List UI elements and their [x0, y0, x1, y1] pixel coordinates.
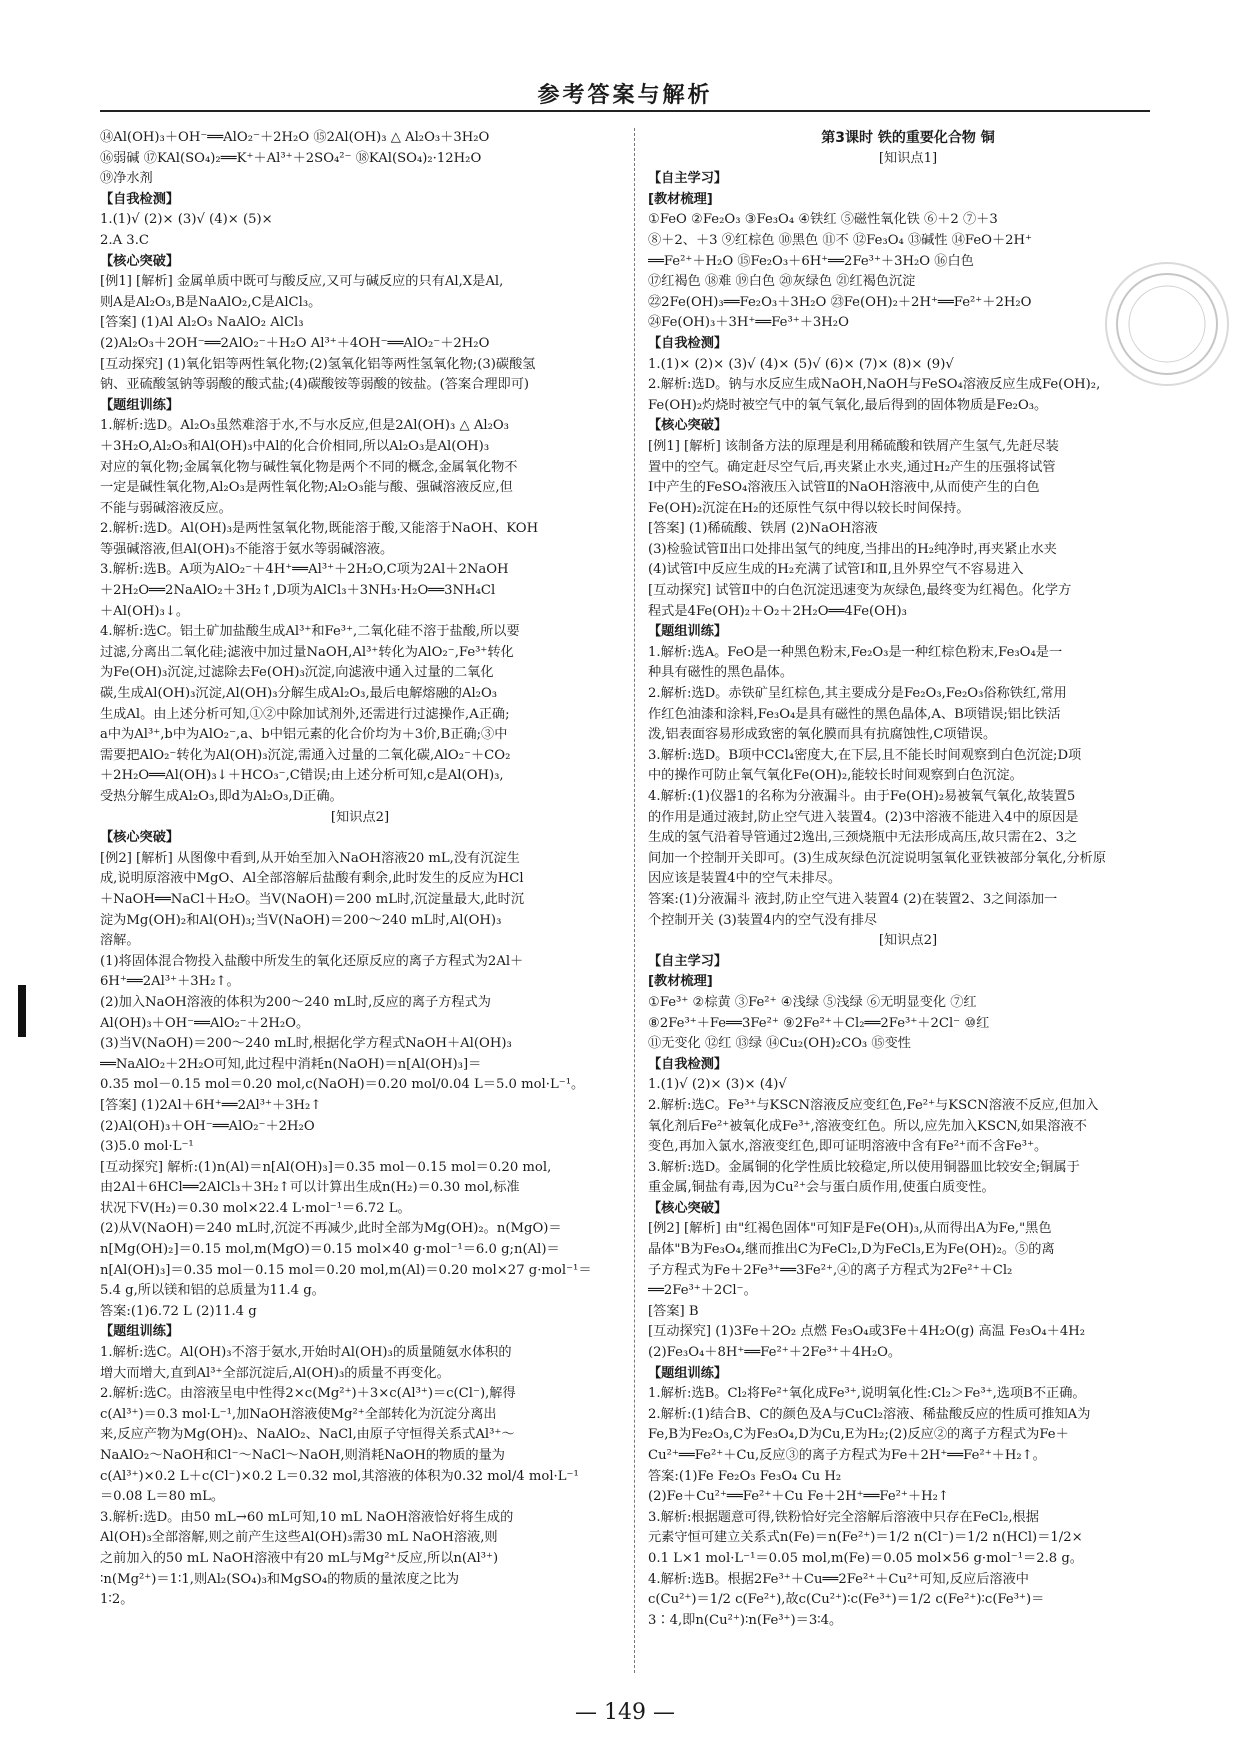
right-column-line: 【自主学习】 — [648, 953, 728, 969]
left-column-line: 需要把AlO₂⁻转化为Al(OH)₃沉淀,需通入过量的二氧化碳,AlO₂⁻＋CO₂ — [100, 747, 511, 763]
left-column-line: 对应的氧化物;金属氧化物与碱性氧化物是两个不同的概念,金属氧化物不 — [100, 459, 518, 475]
right-column-line: 2.解析:选D。赤铁矿呈红棕色,其主要成分是Fe₂O₃,Fe₂O₃俗称铁红,常用 — [648, 686, 1067, 702]
left-column-line: ∶n(Mg²⁺)＝1∶1,则Al₂(SO₄)₃和MgSO₄的物质的量浓度之比为 — [100, 1571, 460, 1587]
right-column-line: 答案:(1)Fe Fe₂O₃ Fe₃O₄ Cu H₂ — [648, 1468, 842, 1484]
right-column-line: 种具有磁性的黑色晶体。 — [648, 665, 794, 681]
left-column-line: 1.解析:选D。Al₂O₃虽然难溶于水,不与水反应,但是2Al(OH)₃ △ Al₂O₃ — [100, 418, 509, 434]
right-column-line: 个控制开关 (3)装置4内的空气没有排尽 — [648, 912, 878, 928]
left-column-line: [答案] (1)Al Al₂O₃ NaAlO₂ AlCl₃ — [100, 315, 304, 331]
right-column-line: 2.解析:选C。Fe³⁺与KSCN溶液反应变红色,Fe²⁺与KSCN溶液不反应,但加入 — [648, 1097, 1099, 1113]
left-column-line: 等强碱溶液,但Al(OH)₃不能溶于氨水等弱碱溶液。 — [100, 541, 394, 557]
left-column-line: 淀为Mg(OH)₂和Al(OH)₃;当V(NaOH)＝200～240 mL时,Al(OH)₃ — [100, 912, 502, 928]
right-column — [648, 128, 1168, 1631]
right-column-line: (3)检验试管Ⅱ出口处排出氢气的纯度,当排出的H₂纯净时,再夹紧止水夹 — [648, 541, 1057, 557]
right-column-line: 的作用是通过液封,防止空气进入装置4。(2)3中溶液不能进入4中的原因是 — [648, 809, 1079, 825]
left-column-line: (3)5.0 mol·L⁻¹ — [100, 1139, 194, 1155]
right-column-line: [答案] B — [648, 1303, 699, 1319]
right-column-line: 【自主学习】 — [648, 171, 728, 187]
right-column-line: 1.(1)× (2)× (3)√ (4)× (5)√ (6)× (7)× (8)× (9)√ — [648, 356, 954, 372]
left-column-line: Al(OH)₃全部溶解,则之前产生这些Al(OH)₃需30 mL NaOH溶液,则 — [100, 1530, 498, 1546]
right-column-line: [知识点2] — [878, 933, 938, 949]
right-column-line: 1.解析:选B。Cl₂将Fe²⁺氧化成Fe³⁺,说明氧化性:Cl₂＞Fe³⁺,选项B不正确。 — [648, 1386, 1086, 1402]
left-column-line: ⑲净水剂 — [100, 171, 153, 187]
watermark-stamp-icon — [1105, 262, 1229, 386]
right-column-line: 4.解析:(1)仪器1的名称为分液漏斗。由于Fe(OH)₂易被氧气氧化,故装置5 — [648, 789, 1076, 804]
right-column-line: ══2Fe³⁺＋2Cl⁻。 — [648, 1283, 757, 1299]
right-column-line: [知识点1] — [878, 150, 938, 166]
left-column-line: 2.解析:选D。Al(OH)₃是两性氢氧化物,既能溶于酸,又能溶于NaOH、KOH — [100, 521, 539, 537]
right-column-line: 生成的氢气沿着导管通过2逸出,三颈烧瓶中无法形成高压,故只需在2、3之 — [648, 830, 1078, 846]
right-column-line: 3∶4,即n(Cu²⁺)∶n(Fe³⁺)＝3∶4。 — [648, 1612, 843, 1628]
left-column-line: n[Al(OH)₃]＝0.35 mol－0.15 mol＝0.20 mol,m(Al)＝0.20 mol×27 g·mol⁻¹＝ — [100, 1262, 592, 1278]
right-column-line: (2)Fe₃O₄＋8H⁺══Fe²⁺＋2Fe³⁺＋4H₂O。 — [648, 1345, 902, 1361]
left-column-line: ⑯弱碱 ⑰KAl(SO₄)₂══K⁺＋Al³⁺＋2SO₄²⁻ ⑱KAl(SO₄)₂·12H₂O — [100, 150, 482, 166]
right-column-line: Fe,B为Fe₂O₃,C为Fe₃O₄,D为Cu,E为H₂;(2)反应②的离子方程式为Fe＋ — [648, 1427, 1069, 1443]
right-column-line: 【核心突破】 — [648, 418, 728, 434]
left-column-line: [答案] (1)2Al＋6H⁺══2Al³⁺＋3H₂↑ — [100, 1097, 322, 1113]
right-column-line: ⑪无变化 ⑫红 ⑬绿 ⑭Cu₂(OH)₂CO₃ ⑮变性 — [648, 1036, 911, 1052]
right-column-line: (2)Fe＋Cu²⁺══Fe²⁺＋Cu Fe＋2H⁺══Fe²⁺＋H₂↑ — [648, 1489, 949, 1505]
right-column-line: ⑧2Fe³⁺＋Fe══3Fe²⁺ ⑨2Fe²⁺＋Cl₂══2Fe³⁺＋2Cl⁻ ⑩红 — [648, 1015, 990, 1031]
left-column-line: 受热分解生成Al₂O₃,即d为Al₂O₃,D正确。 — [100, 789, 343, 804]
left-column-line: 【题组训练】 — [100, 1324, 180, 1340]
right-column-line: 答案:(1)分液漏斗 液封,防止空气进入装置4 (2)在装置2、3之间添加一 — [648, 891, 1058, 907]
left-column-line: 生成Al。由上述分析可知,①②中除加试剂外,还需进行过滤操作,A正确; — [100, 706, 510, 722]
left-column-line: a中为Al³⁺,b中为AlO₂⁻,a、b中铝元素的化合价均为＋3价,B正确;③中 — [100, 727, 508, 743]
right-column-line: 元素守恒可建立关系式n(Fe)＝n(Fe²⁺)＝1/2 n(Cl⁻)＝1/2 n(HCl)＝1/2× — [648, 1530, 1083, 1546]
left-column-line: 增大而增大,直到Al³⁺全部沉淀后,Al(OH)₃的质量不再变化。 — [100, 1365, 450, 1381]
right-column-line: 程式是4Fe(OH)₂＋O₂＋2H₂O══4Fe(OH)₃ — [648, 603, 907, 619]
right-column-line: 因应该是装置4中的空气未排尽。 — [648, 871, 842, 887]
right-column-line: Cu²⁺══Fe²⁺＋Cu,反应③的离子方程式为Fe＋2H⁺══Fe²⁺＋H₂↑。 — [648, 1448, 1046, 1463]
left-column-line: 【核心突破】 — [100, 830, 180, 846]
left-column-line: 为Fe(OH)₃沉淀,过滤除去Fe(OH)₃沉淀,向滤液中通入过量的二氧化 — [100, 665, 494, 681]
right-column-line: Ⅰ中产生的FeSO₄溶液压入试管Ⅱ的NaOH溶液中,从而使产生的白色 — [648, 480, 1040, 496]
right-column-line: [教材梳理] — [648, 191, 713, 207]
right-column-line: c(Cu²⁺)＝1/2 c(Fe²⁺),故c(Cu²⁺)∶c(Fe³⁺)＝1/2 c(Fe²⁺)∶c(Fe³⁺)＝ — [648, 1592, 1045, 1608]
right-column-line: 置中的空气。确定赶尽空气后,再夹紧止水夹,通过H₂产生的压强将试管 — [648, 459, 1056, 475]
left-column — [100, 128, 620, 1611]
left-column-line: ＋3H₂O,Al₂O₃和Al(OH)₃中Al的化合价相同,所以Al₂O₃是Al(OH)₃ — [100, 438, 490, 454]
right-column-line: 氧化剂后Fe²⁺被氧化成Fe³⁺,溶液变红色。所以,应先加入KSCN,如果溶液不 — [648, 1118, 1087, 1134]
left-column-line: 【题组训练】 — [100, 397, 180, 413]
left-column-line: 2.A 3.C — [100, 232, 149, 248]
left-column-line: 不能与弱碱溶液反应。 — [100, 500, 232, 516]
left-column-line: (2)从V(NaOH)＝240 mL时,沉淀不再减少,此时全部为Mg(OH)₂。n(MgO)＝ — [100, 1221, 562, 1237]
left-column-line: 4.解析:选C。铝土矿加盐酸生成Al³⁺和Fe³⁺,二氧化硅不溶于盐酸,所以要 — [100, 624, 520, 640]
right-column-line: [互动探究] 试管Ⅱ中的白色沉淀迅速变为灰绿色,最终变为红褐色。化学方 — [648, 583, 1072, 599]
right-column-line: 1.(1)√ (2)× (3)× (4)√ — [648, 1077, 787, 1093]
left-column-line: ＝0.08 L＝80 mL。 — [100, 1489, 225, 1505]
left-column-line: ＋2H₂O══2NaAlO₂＋3H₂↑,D项为AlCl₃＋3NH₃·H₂O══3NH₄Cl — [100, 583, 496, 599]
right-column-line: [教材梳理] — [648, 974, 713, 990]
right-column-line: 【题组训练】 — [648, 1365, 728, 1381]
left-column-line: ══NaAlO₂＋2H₂O可知,此过程中消耗n(NaOH)＝n[Al(OH)₃]＝ — [100, 1056, 482, 1072]
left-column-line: [例1] [解析] 金属单质中既可与酸反应,又可与碱反应的只有Al,X是Al, — [100, 274, 504, 290]
left-column-line: ＋Al(OH)₃↓。 — [100, 603, 190, 619]
scan-edge-mark — [18, 985, 26, 1037]
right-column-line: 第3课时 铁的重要化合物 铜 — [821, 130, 995, 146]
right-column-line: 晶体"B为Fe₃O₄,继而推出C为FeCl₂,D为FeCl₃,E为Fe(OH)₂。⑤的离 — [648, 1242, 1055, 1258]
left-column-line: ＋NaOH══NaCl＋H₂O。当V(NaOH)＝200 mL时,沉淀量最大,此时沉 — [100, 891, 525, 907]
left-column-line: [互动探究] 解析:(1)n(Al)＝n[Al(OH)₃]＝0.35 mol－0.15 mol＝0.20 mol, — [100, 1159, 552, 1175]
left-column-line: 碳,生成Al(OH)₃沉淀,Al(OH)₃分解生成Al₂O₃,最后电解熔融的Al₂O₃ — [100, 686, 498, 702]
left-column-line: 由2Al＋6HCl══2AlCl₃＋3H₂↑可以计算出生成n(H₂)＝0.30 mol,标准 — [100, 1180, 520, 1196]
left-column-line: (2)Al(OH)₃＋OH⁻══AlO₂⁻＋2H₂O — [100, 1118, 315, 1134]
right-column-line: 3.解析:选D。金属铜的化学性质比较稳定,所以使用铜器皿比较安全;铜属于 — [648, 1159, 1080, 1175]
left-column-line: (2)加入NaOH溶液的体积为200～240 mL时,反应的离子方程式为 — [100, 994, 491, 1010]
left-column-line: 过滤,分离出二氧化硅;滤液中加过量NaOH,Al³⁺转化为AlO₂⁻,Fe³⁺转化 — [100, 644, 514, 660]
right-column-line: 重金属,铜盐有毒,因为Cu²⁺会与蛋白质作用,使蛋白质变性。 — [648, 1180, 995, 1196]
left-column-line: [例2] [解析] 从图像中看到,从开始至加入NaOH溶液20 mL,没有沉淀生 — [100, 850, 520, 866]
left-column-line: 0.35 mol－0.15 mol＝0.20 mol,c(NaOH)＝0.20 mol/0.04 L＝5.0 mol·L⁻¹。 — [100, 1077, 585, 1093]
right-column-line: 【自我检测】 — [648, 335, 728, 351]
column-divider — [634, 128, 635, 1673]
left-column-line: 一定是碱性氧化物,Al₂O₃是两性氧化物;Al₂O₃能与酸、强碱溶液反应,但 — [100, 480, 513, 496]
page-title: 参考答案与解析 — [537, 83, 713, 108]
left-column-line: c(Al³⁺)×0.2 L＋c(Cl⁻)×0.2 L＝0.32 mol,其溶液的体积为0.32 mol/4 mol·L⁻¹ — [100, 1468, 579, 1484]
right-column-line: 2.解析:选D。钠与水反应生成NaOH,NaOH与FeSO₄溶液反应生成Fe(OH)₂, — [648, 377, 1101, 393]
right-column-line: [答案] (1)稀硫酸、铁屑 (2)NaOH溶液 — [648, 521, 878, 537]
left-column-line: (3)当V(NaOH)＝200～240 mL时,根据化学方程式NaOH＋Al(OH)₃ — [100, 1036, 512, 1052]
right-column-line: 中的操作可防止氧气氧化Fe(OH)₂,能较长时间观察到白色沉淀。 — [648, 768, 1023, 784]
left-column-line: 2.解析:选C。由溶液呈电中性得2×c(Mg²⁺)＋3×c(Al³⁺)＝c(Cl⁻),解得 — [100, 1386, 516, 1402]
right-column-line: 0.1 L×1 mol·L⁻¹＝0.05 mol,m(Fe)＝0.05 mol×56 g·mol⁻¹＝2.8 g。 — [648, 1550, 1083, 1566]
right-column-line: Fe(OH)₂灼烧时被空气中的氧气氧化,最后得到的固体物质是Fe₂O₃。 — [648, 397, 1048, 413]
right-column-line: ①Fe³⁺ ②棕黄 ③Fe²⁺ ④浅绿 ⑤浅绿 ⑥无明显变化 ⑦红 — [648, 994, 977, 1010]
left-column-line: 溶解。 — [100, 933, 140, 949]
left-column-line: NaAlO₂～NaOH和Cl⁻～NaCl～NaOH,则消耗NaOH的物质的量为 — [100, 1448, 505, 1463]
right-column-line: ⑰红褐色 ⑱难 ⑲白色 ⑳灰绿色 ㉑红褐色沉淀 — [648, 274, 916, 290]
right-column-line: 间加一个控制开关即可。(3)生成灰绿色沉淀说明氢氧化亚铁被部分氧化,分析原 — [648, 850, 1107, 866]
right-column-line: 3.解析:根据题意可得,铁粉恰好完全溶解后溶液中只存在FeCl₂,根据 — [648, 1509, 1039, 1525]
right-column-line: 2.解析:(1)结合B、C的颜色及A与CuCl₂溶液、稀盐酸反应的性质可推知A为 — [648, 1406, 1091, 1422]
left-column-line: ⑭Al(OH)₃＋OH⁻══AlO₂⁻＋2H₂O ⑮2Al(OH)₃ △ Al₂O₃＋3H₂O — [100, 130, 490, 145]
right-column-line: 【题组训练】 — [648, 624, 728, 640]
right-column-line: [例2] [解析] 由"红褐色固体"可知F是Fe(OH)₃,从而得出A为Fe,"黑色 — [648, 1221, 1052, 1237]
left-column-line: 5.4 g,所以镁和铝的总质量为11.4 g。 — [100, 1283, 325, 1299]
left-column-line: 3.解析:选D。由50 mL→60 mL可知,10 mL NaOH溶液恰好将生成的 — [100, 1509, 514, 1525]
left-column-line: n[Mg(OH)₂]＝0.15 mol,m(MgO)＝0.15 mol×40 g·mol⁻¹＝6.0 g;n(Al)＝ — [100, 1242, 560, 1258]
right-column-line: 1.解析:选A。FeO是一种黑色粉末,Fe₂O₃是一种红棕色粉末,Fe₃O₄是一 — [648, 644, 1063, 660]
right-column-line: ㉒2Fe(OH)₃══Fe₂O₃＋3H₂O ㉓Fe(OH)₂＋2H⁺══Fe²⁺＋2H₂O — [648, 294, 1032, 310]
page-header — [100, 78, 1150, 118]
left-column-line: ＋2H₂O══Al(OH)₃↓＋HCO₃⁻,C错误;由上述分析可知,c是Al(OH)₃, — [100, 768, 504, 784]
left-column-line: 之前加入的50 mL NaOH溶液中有20 mL与Mg²⁺反应,所以n(Al³⁺) — [100, 1550, 499, 1566]
left-column-line: 状况下V(H₂)＝0.30 mol×22.4 L·mol⁻¹＝6.72 L。 — [100, 1200, 411, 1216]
right-column-line: 【自我检测】 — [648, 1056, 728, 1072]
right-column-line: 3.解析:选D。B项中CCl₄密度大,在下层,且不能长时间观察到白色沉淀;D项 — [648, 747, 1082, 763]
right-column-line: Fe(OH)₂沉淀在H₂的还原性气氛中得以较长时间保持。 — [648, 500, 970, 516]
right-column-line: ⑧＋2、＋3 ⑨红棕色 ⑩黑色 ⑪不 ⑫Fe₃O₄ ⑬碱性 ⑭FeO＋2H⁺ — [648, 232, 1033, 248]
left-column-line: 3.解析:选B。A项为AlO₂⁻＋4H⁺══Al³⁺＋2H₂O,C项为2Al＋2NaOH — [100, 562, 509, 578]
left-column-line: 6H⁺══2Al³⁺＋3H₂↑。 — [100, 974, 240, 990]
right-column-line: [例1] [解析] 该制备方法的原理是利用稀硫酸和铁屑产生氢气,先赶尽装 — [648, 438, 1059, 454]
right-column-line: 子方程式为Fe＋2Fe³⁺══3Fe²⁺,④的离子方程式为2Fe²⁺＋Cl₂ — [648, 1262, 1013, 1278]
left-column-line: 1.解析:选C。Al(OH)₃不溶于氨水,开始时Al(OH)₃的质量随氨水体积的 — [100, 1345, 512, 1361]
left-column-line: c(Al³⁺)＝0.3 mol·L⁻¹,加NaOH溶液使Mg²⁺全部转化为沉淀分离出 — [100, 1406, 497, 1422]
right-column-line: 变色,再加入氯水,溶液变红色,即可证明溶液中含有Fe²⁺而不含Fe³⁺。 — [648, 1139, 1048, 1155]
left-column-line: 钠、亚硫酸氢钠等弱酸的酸式盐;(4)碳酸铵等弱酸的铵盐。(答案合理即可) — [100, 377, 530, 393]
left-column-line: 【自我检测】 — [100, 191, 180, 207]
left-column-line: 【核心突破】 — [100, 253, 180, 269]
left-column-line: Al(OH)₃＋OH⁻══AlO₂⁻＋2H₂O。 — [100, 1015, 310, 1031]
header-rule — [100, 110, 1150, 112]
left-column-line: 来,反应产物为Mg(OH)₂、NaAlO₂、NaCl,由原子守恒得关系式Al³⁺～ — [100, 1427, 515, 1443]
left-column-line: (1)将固体混合物投入盐酸中所发生的氧化还原反应的离子方程式为2Al＋ — [100, 953, 524, 969]
left-column-line: 答案:(1)6.72 L (2)11.4 g — [100, 1303, 257, 1319]
right-column-line: 4.解析:选B。根据2Fe³⁺＋Cu══2Fe²⁺＋Cu²⁺可知,反应后溶液中 — [648, 1571, 1029, 1587]
right-column-line: ══Fe²⁺＋H₂O ⑮Fe₂O₃＋6H⁺══2Fe³⁺＋3H₂O ⑯白色 — [648, 253, 974, 269]
right-column-line: ㉔Fe(OH)₃＋3H⁺══Fe³⁺＋3H₂O — [648, 315, 849, 331]
left-column-line: 则A是Al₂O₃,B是NaAlO₂,C是AlCl₃。 — [100, 294, 322, 310]
left-column-line: 1∶2。 — [100, 1592, 134, 1608]
right-column-line: (4)试管Ⅰ中反应生成的H₂充满了试管Ⅰ和Ⅱ,且外界空气不容易进入 — [648, 562, 1024, 578]
left-column-line: [知识点2] — [330, 809, 390, 825]
right-column-line: ①FeO ②Fe₂O₃ ③Fe₃O₄ ④铁红 ⑤磁性氧化铁 ⑥＋2 ⑦＋3 — [648, 212, 998, 228]
right-column-line: 作红色油漆和涂料,Fe₃O₄是具有磁性的黑色晶体,A、B项错误;铝比铁活 — [648, 706, 1061, 722]
page-number: — 149 — — [575, 1700, 675, 1725]
right-column-line: 【核心突破】 — [648, 1200, 728, 1216]
right-column-line: [互动探究] (1)3Fe＋2O₂ 点燃 Fe₃O₄或3Fe＋4H₂O(g) 高温 Fe₃O₄＋4H₂ — [648, 1324, 1086, 1340]
left-column-line: 1.(1)√ (2)× (3)√ (4)× (5)× — [100, 212, 273, 228]
left-column-line: 成,说明原溶液中MgO、Al全部溶解后盐酸有剩余,此时发生的反应为HCl — [100, 871, 524, 887]
right-column-line: 泼,铝表面容易形成致密的氧化膜而具有抗腐蚀性,C项错误。 — [648, 727, 997, 743]
left-column-line: (2)Al₂O₃＋2OH⁻══2AlO₂⁻＋H₂O Al³⁺＋4OH⁻══AlO₂⁻＋2H₂O — [100, 335, 490, 351]
left-column-line: [互动探究] (1)氧化铝等两性氧化物;(2)氢氧化铝等两性氢氧化物;(3)碳酸氢 — [100, 356, 536, 372]
